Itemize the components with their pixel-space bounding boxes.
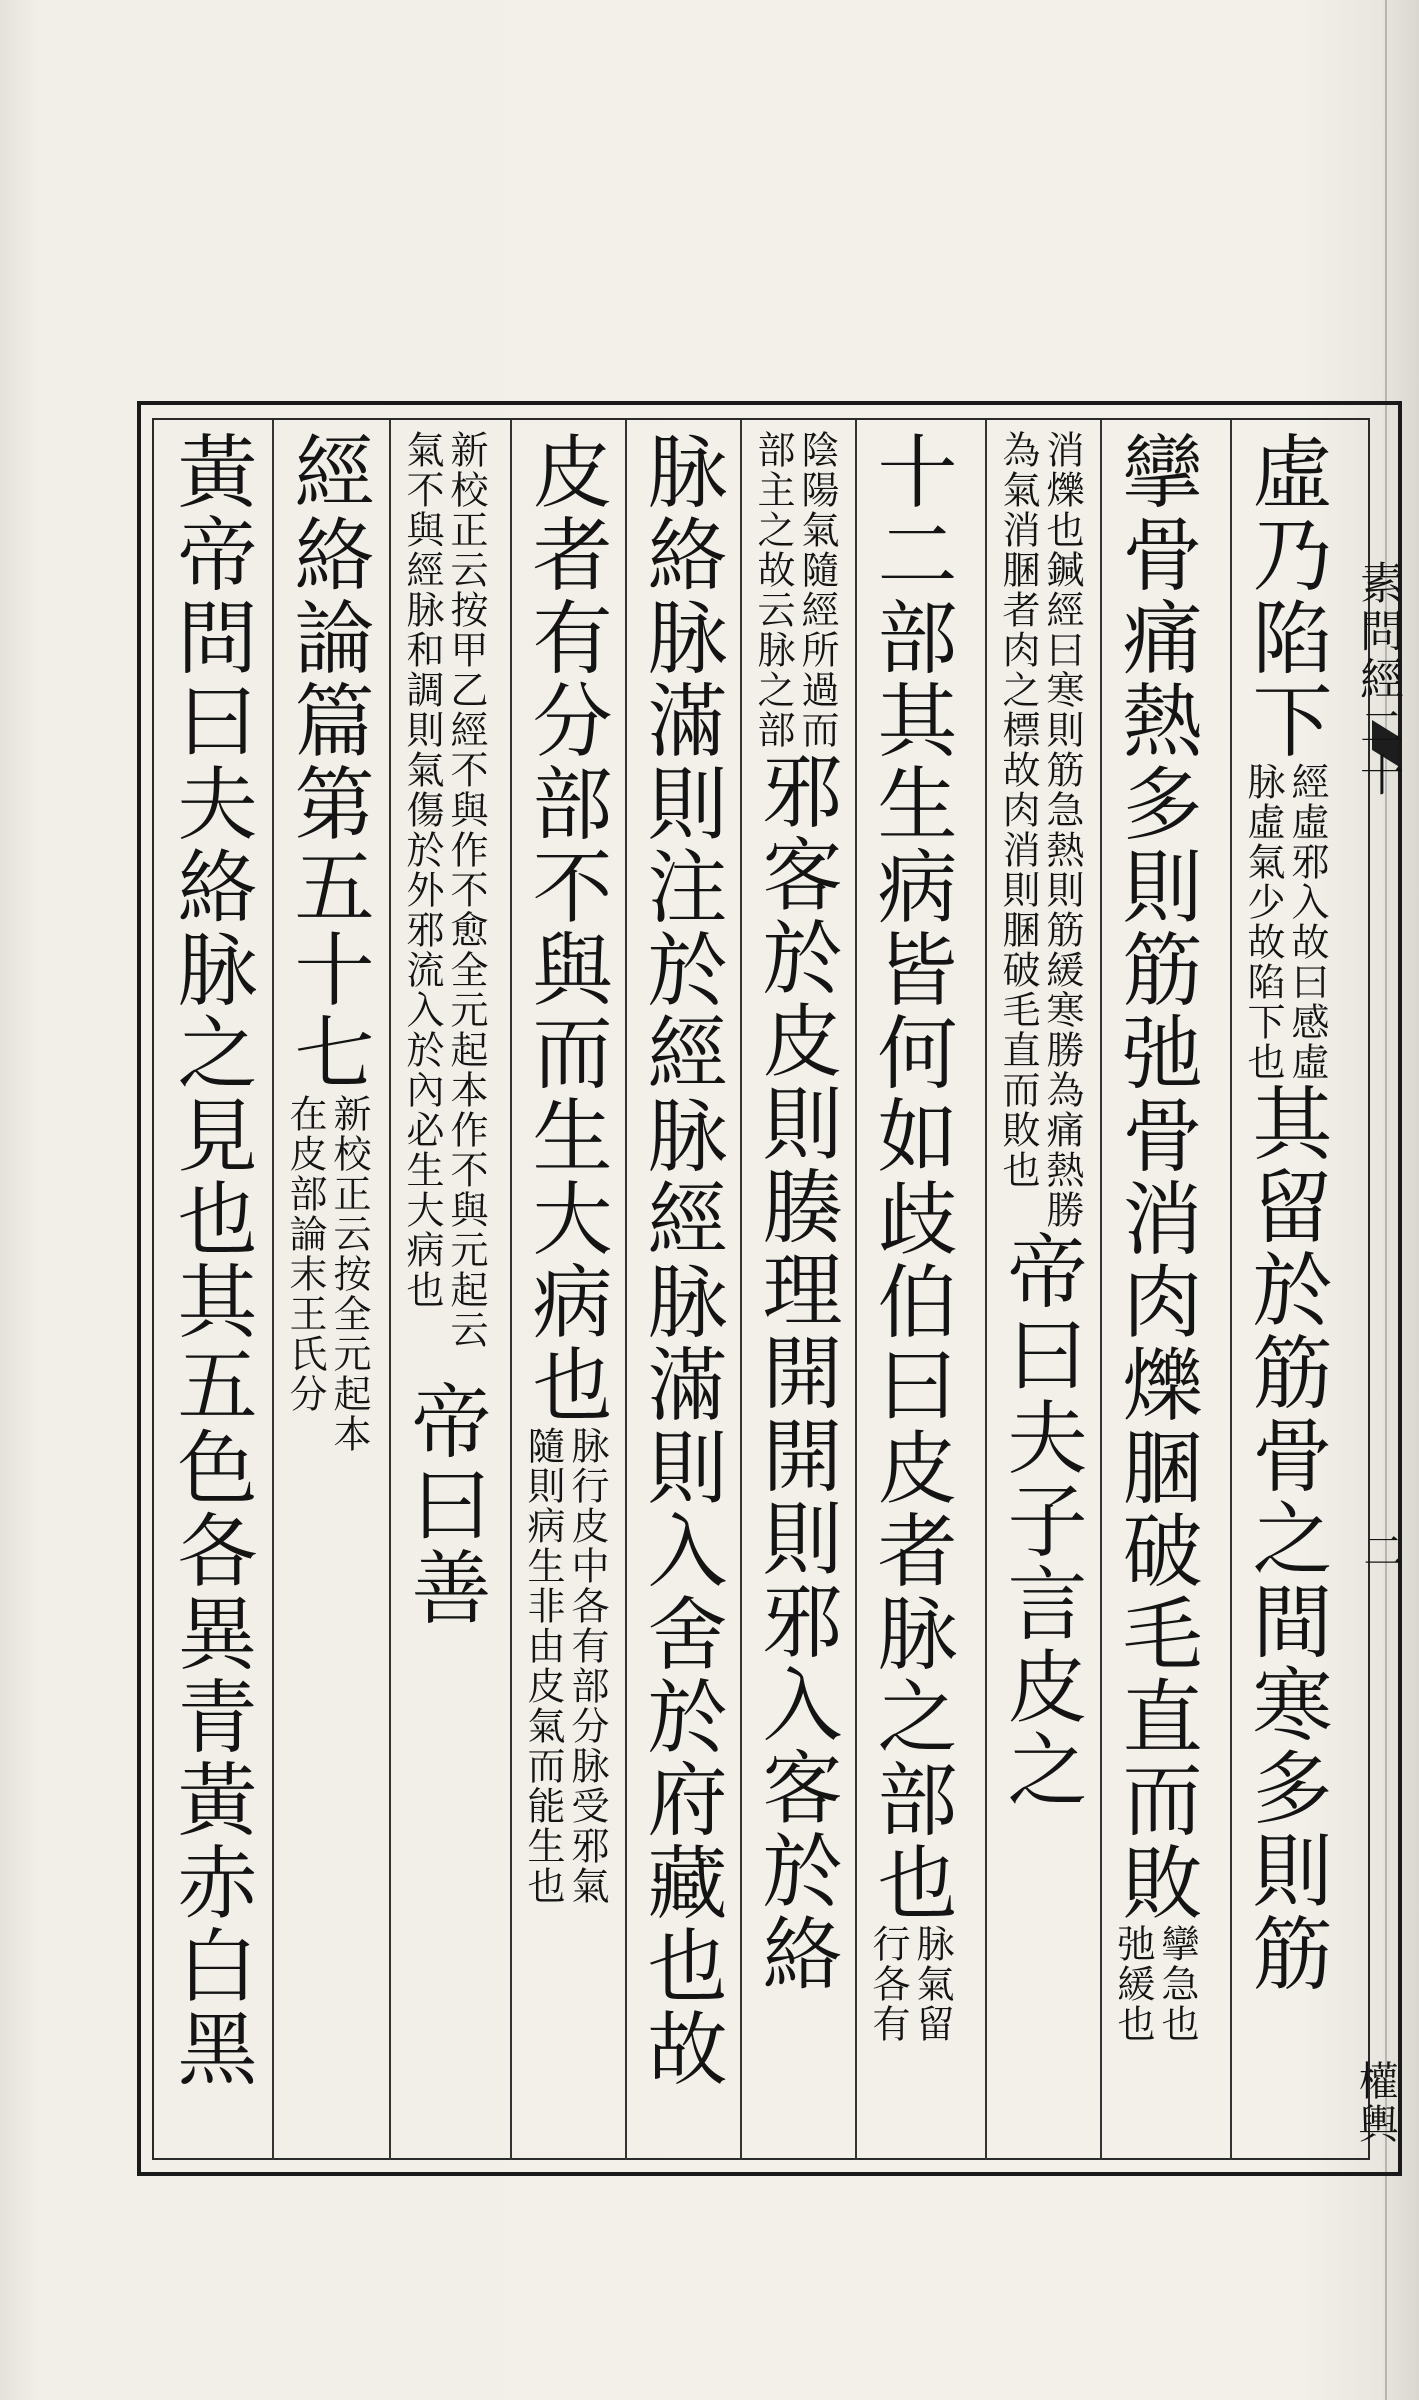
column-divider: [740, 420, 742, 2160]
commentary: 陰陽氣隨經所過而 部主之故云脉之部: [751, 430, 839, 750]
commentary: 新校正云按全元起本 在皮部論末王氏分: [283, 1094, 371, 1454]
chapter-title: 經絡論篇第五十七: [281, 430, 374, 1094]
commentary: 脉氣留 行各有: [866, 1924, 954, 2044]
book-title-text: 素問經二十: [1352, 560, 1403, 800]
text-column-5: 陰陽氣隨經所過而 部主之故云脉之部 邪客於皮則腠理開開則邪入客於絡: [749, 430, 842, 1995]
column-divider: [985, 420, 987, 2160]
commentary: 消爍也鍼經曰寒則筋急熱則筋緩寒勝為痛熱勝 為氣消䐃者肉之標故肉消則䐃破毛直而敗也: [996, 430, 1084, 1230]
commentary: 脉行皮中各有部分脉受邪氣 隨則病生非由皮氣而能生也: [521, 1426, 609, 1906]
text-column-10: 黃帝問曰夫絡脉之見也其五色各異青黃赤白黑: [164, 430, 257, 2090]
text-column-3: 消爍也鍼經曰寒則筋急熱則筋緩寒勝為痛熱勝 為氣消䐃者肉之標故肉消則䐃破毛直而敗也 帝曰夫子言皮之: [994, 430, 1087, 1811]
page-number: 二: [1357, 1530, 1403, 1573]
column-divider: [272, 420, 274, 2160]
commentary: 經虛邪入故曰感虛 脉虛氣少故陷下也: [1241, 762, 1329, 1082]
column-divider: [510, 420, 512, 2160]
column-divider: [1100, 420, 1102, 2160]
text-column-8: 新校正云按甲乙經不與作不愈全元起本作不與元起云 氣不與經脉和調則氣傷於外邪流入於內必生大病也 帝曰善: [398, 430, 491, 1629]
text-column-1: 虛乃陷下 經虛邪入故曰感虛 脉虛氣少故陷下也 其留於筋骨之間寒多則筋: [1239, 430, 1332, 1995]
column-divider: [1230, 420, 1232, 2160]
book-title: [1352, 560, 1403, 800]
column-divider: [625, 420, 627, 2160]
commentary: 攣急也 弛緩也: [1111, 1924, 1199, 2044]
column-divider: [389, 420, 391, 2160]
text-column-7: 皮者有分部不與而生大病也 脉行皮中各有部分脉受邪氣 隨則病生非由皮氣而能生也: [519, 430, 612, 1906]
text-column-4: 十二部其生病皆何如歧伯曰皮者脉之部也 脉氣留 行各有: [864, 430, 957, 2044]
column-divider: [855, 420, 857, 2160]
text-column-9: [282, 430, 372, 2150]
text-column-2: 攣骨痛熱多則筋弛骨消肉爍䐃破毛直而敗 攣急也 弛緩也: [1109, 430, 1202, 2044]
text-column-6: 脉絡脉滿則注於經脉經脉滿則入舍於府藏也故: [634, 430, 727, 2090]
commentary: 新校正云按甲乙經不與作不愈全元起本作不與元起云 氣不與經脉和調則氣傷於外邪流入於內必生大病也: [400, 430, 488, 1350]
press-mark: 權輿: [1352, 2060, 1398, 2146]
